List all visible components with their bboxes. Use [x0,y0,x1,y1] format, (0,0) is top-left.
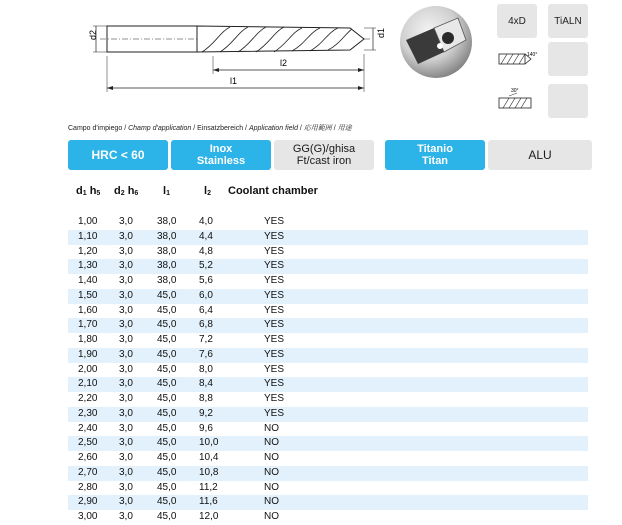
cell-coolant: YES [264,230,285,242]
category-inox[interactable] [171,140,271,170]
helix-angle-icon [497,84,537,118]
l2-label: l2 [280,58,288,68]
cell-l2: 8,4 [199,378,213,390]
cell-l1: 38,0 [157,230,177,242]
category-inox-line2: Stainless [196,155,246,167]
category-cast-iron-line2: Ft/cast iron [296,155,352,167]
cell-d2: 3,0 [119,422,133,434]
cell-d2: 3,0 [119,348,133,360]
drill-tip-icon [400,6,472,78]
header-d2-tail: h [124,185,135,197]
table-row [68,466,588,481]
cell-l1: 38,0 [157,275,177,286]
header-d2-sub: 2 [120,190,125,197]
cell-d1: 1,30 [78,260,98,272]
header-l1-main: l [163,185,167,197]
table-row [68,422,588,437]
cell-l1: 45,0 [157,378,177,390]
coating-spec-label: TiALN [554,15,582,27]
point-angle-box [497,42,537,76]
table-row [68,215,588,230]
cell-coolant: NO [264,437,279,449]
cell-d1: 2,50 [78,437,98,449]
cell-d2: 3,0 [119,511,133,522]
cell-d1: 1,20 [78,245,98,257]
app-field-sep-1: / [122,125,129,132]
cell-d1: 2,60 [78,452,98,463]
cell-l2: 5,6 [199,275,213,286]
table-row [68,481,588,496]
cell-coolant: YES [264,363,285,375]
cell-d1: 1,70 [78,319,98,331]
table-row [68,436,588,451]
category-titanium-line2: Titan [421,155,449,167]
cell-l1: 38,0 [157,216,177,227]
table-row [68,245,588,260]
cell-l2: 8,8 [199,393,213,404]
app-field-it: Campo d'impiego [68,125,123,132]
cell-l2: 4,4 [199,230,213,242]
cell-l2: 9,6 [199,422,213,434]
cell-coolant: NO [264,511,279,522]
cell-l1: 45,0 [157,319,177,331]
depth-spec-box [497,4,537,38]
category-titanium[interactable] [385,140,485,170]
header-coolant [228,185,318,197]
cell-d2: 3,0 [119,393,133,404]
cell-l2: 7,2 [199,334,213,345]
cell-coolant: NO [264,466,279,478]
table-row [68,495,588,510]
table-row [68,363,588,378]
cell-d2: 3,0 [119,407,133,419]
app-field-sep-5: / [331,125,338,132]
header-l2-sub: 2 [207,190,211,197]
cell-d1: 2,70 [78,466,98,478]
table-row [68,510,588,525]
table-row [68,377,588,392]
d1-label: d1 [376,27,386,38]
cell-l2: 4,0 [199,216,213,227]
d2-label: d2 [88,29,98,40]
cell-l1: 45,0 [157,304,177,316]
cell-d1: 2,00 [78,363,98,375]
cell-l1: 45,0 [157,511,177,522]
cell-l2: 6,8 [199,319,213,331]
helix-angle-box [497,84,537,118]
cell-d1: 1,90 [78,348,98,360]
cell-l2: 11,2 [199,481,218,493]
l1-label: l1 [230,76,238,86]
app-field-de: Einsatzbereich [197,125,244,132]
cell-l2: 6,4 [199,304,213,316]
cell-d2: 3,0 [119,481,133,493]
cell-coolant: NO [264,481,279,493]
table-row [68,274,588,289]
cell-l1: 45,0 [157,466,177,478]
category-hrc60-label: HRC < 60 [91,148,145,162]
table-row [68,318,588,333]
cell-d1: 2,90 [78,496,98,508]
app-field-sep-2: / [191,125,198,132]
cell-d2: 3,0 [119,304,133,316]
category-cast-iron[interactable] [274,140,374,170]
cell-d2: 3,0 [119,363,133,375]
cell-d1: 3,00 [78,511,98,522]
category-hrc60[interactable] [68,140,168,170]
table-row [68,407,588,422]
table-row [68,451,588,466]
table-row [68,333,588,348]
cell-d2: 3,0 [119,275,133,286]
cell-l1: 45,0 [157,407,177,419]
cell-l2: 10,4 [199,452,219,463]
header-l2 [204,185,211,197]
cell-d1: 2,40 [78,422,98,434]
app-field-cn: 応用範囲 [303,125,332,132]
cell-l2: 11,6 [199,496,218,508]
cell-d1: 1,80 [78,334,98,345]
header-d2-tailsub: 6 [134,190,139,197]
app-field-sep-3: / [243,125,249,132]
cell-l1: 45,0 [157,452,177,463]
cell-coolant: YES [264,275,285,286]
cell-coolant: YES [264,378,285,390]
cell-l1: 45,0 [157,437,177,449]
cell-coolant: YES [264,245,285,257]
cell-d2: 3,0 [119,334,133,345]
table-row [68,259,588,274]
cell-coolant: YES [264,407,285,419]
cell-l2: 5,2 [199,260,213,272]
cell-d1: 1,00 [78,216,98,227]
cell-l2: 8,0 [199,363,213,375]
category-inox-line1: Inox [209,143,233,155]
cell-l1: 45,0 [157,289,177,301]
cell-coolant: YES [264,216,285,227]
cell-l1: 45,0 [157,481,177,493]
cell-d2: 3,0 [119,216,133,227]
cell-coolant: YES [264,319,285,331]
header-coolant-main: Coolant chamber [228,185,318,197]
cell-d2: 3,0 [119,466,133,478]
header-d1-sub: 1 [82,190,87,197]
header-d1-tailsub: 5 [96,190,101,197]
helix-angle-label: 30° [511,88,519,94]
cell-l1: 45,0 [157,422,177,434]
application-field-line [68,123,352,133]
table-row [68,304,588,319]
empty-spec-box-1 [548,42,588,76]
cell-d2: 3,0 [119,289,133,301]
cell-l1: 45,0 [157,393,177,404]
point-angle-label: 140° [527,52,538,58]
cell-d2: 3,0 [119,319,133,331]
header-d2-main: d [114,185,121,197]
table-row [68,230,588,245]
cell-d2: 3,0 [119,496,133,508]
app-field-fr: Champ d'application [128,125,192,132]
table-header [68,185,368,201]
cell-d2: 3,0 [119,260,133,272]
cell-l1: 45,0 [157,334,177,345]
table-body [68,215,588,525]
cell-d1: 2,30 [78,407,98,419]
cell-d1: 2,80 [78,481,98,493]
category-cast-iron-line1: GG(G)/ghisa [292,143,356,155]
drill-tip-photo [400,6,472,78]
cell-d1: 1,50 [78,289,98,301]
cell-d1: 2,10 [78,378,98,390]
header-l1-sub: 1 [166,190,170,197]
cell-coolant: YES [264,260,285,272]
cell-coolant: YES [264,334,285,345]
cell-d1: 1,10 [78,230,98,242]
table-row [68,289,588,304]
table-row [68,392,588,407]
header-d2-h6 [114,185,138,197]
cell-coolant: NO [264,496,279,508]
cell-l2: 4,8 [199,245,213,257]
cell-l1: 38,0 [157,245,177,257]
depth-spec-label: 4xD [508,15,526,27]
cell-l2: 10,8 [199,466,219,478]
cell-d1: 1,60 [78,304,98,316]
cell-coolant: NO [264,422,279,434]
cell-d2: 3,0 [119,245,133,257]
header-d1-main: d [76,185,83,197]
app-field-en: Application field [248,125,298,132]
cell-d2: 3,0 [119,230,133,242]
header-l2-main: l [204,185,208,197]
point-angle-icon [497,42,537,76]
cell-d1: 2,20 [78,393,98,404]
header-l1 [163,185,170,197]
cell-l1: 45,0 [157,363,177,375]
drill-drawing [80,4,386,104]
cell-l2: 6,0 [199,289,213,301]
cell-l2: 10,0 [199,437,219,449]
cell-d2: 3,0 [119,452,133,463]
header-d1-h5 [76,185,100,197]
cell-coolant: YES [264,289,285,301]
category-alu[interactable] [488,140,592,170]
category-alu-label: ALU [528,148,552,162]
cell-l1: 45,0 [157,496,177,508]
cell-coolant: YES [264,348,285,360]
cell-coolant: YES [264,393,285,404]
app-field-jp: 用途 [337,125,352,132]
table-row [68,348,588,363]
cell-coolant: NO [264,452,279,463]
cell-l1: 38,0 [157,260,177,272]
cell-l2: 12,0 [199,511,219,522]
app-field-sep-4: / [297,125,304,132]
category-titanium-line1: Titanio [417,143,453,155]
cell-d1: 1,40 [78,275,98,286]
cell-d2: 3,0 [119,437,133,449]
cell-l2: 7,6 [199,348,213,360]
cell-l1: 45,0 [157,348,177,360]
empty-spec-box-2 [548,84,588,118]
cell-d2: 3,0 [119,378,133,390]
coating-spec-box [548,4,588,38]
header-d1-tail: h [86,185,97,197]
cell-l2: 9,2 [199,407,213,419]
cell-coolant: YES [264,304,285,316]
